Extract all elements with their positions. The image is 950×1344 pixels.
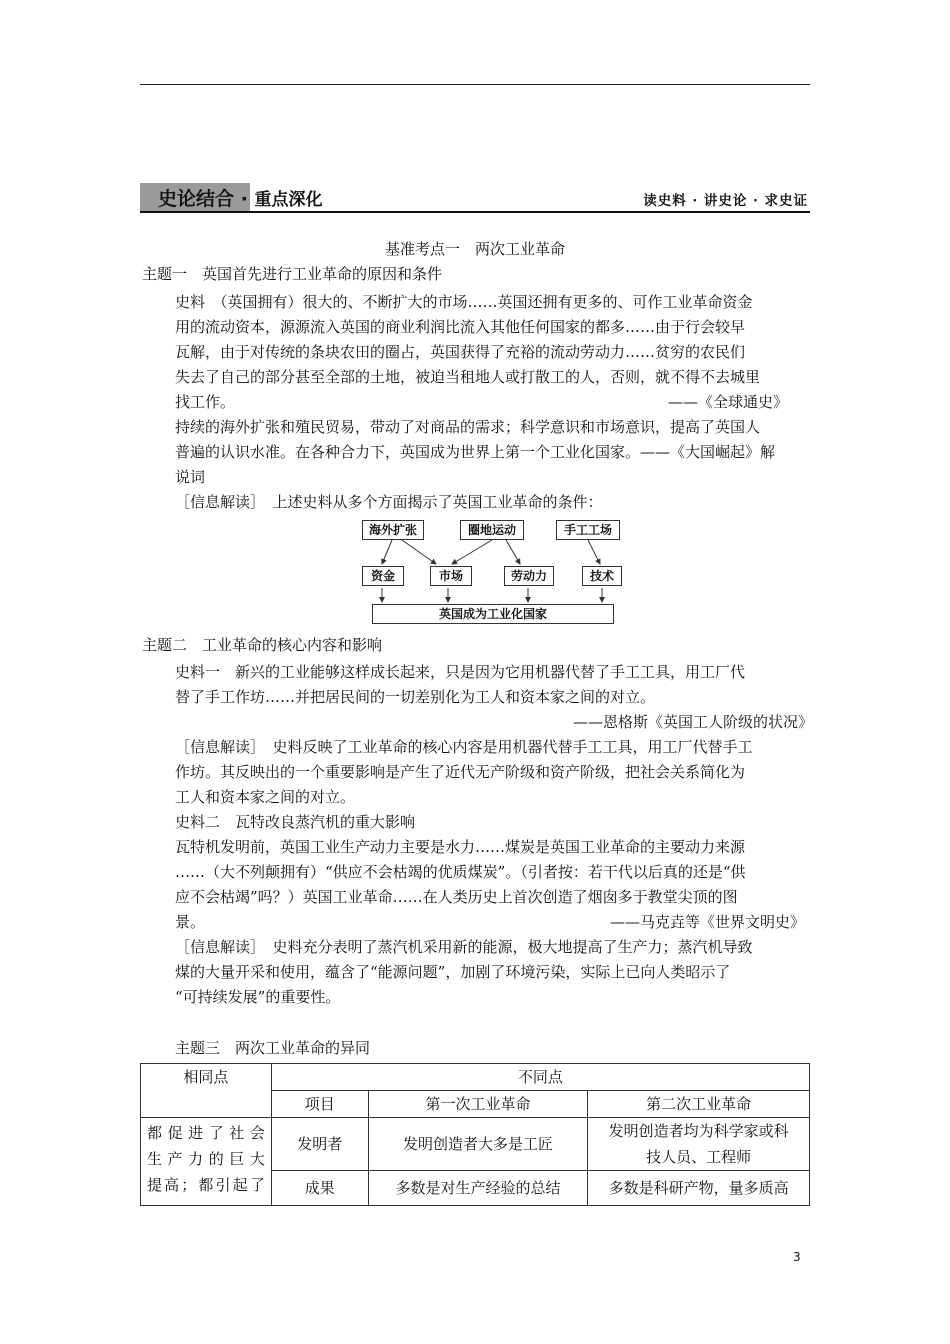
same-line: 生产力的巨大: [147, 1150, 265, 1168]
theme2-m2-source: ——马克垚等《世界文明史》: [610, 913, 806, 931]
theme2-info2: “可持续发展”的重要性。: [175, 988, 341, 1006]
header-second: 第二次工业革命: [588, 1091, 810, 1118]
diagram-node-mid: 劳动力: [504, 566, 554, 586]
page-number: 3: [793, 1250, 801, 1264]
row-item: 成果: [271, 1171, 368, 1206]
theme1-line2: 普遍的认识水准。在各种合力下，英国成为世界上第一个工业化国家。——《大国崛起》解: [175, 443, 776, 461]
theme2-m1-line: 替了手工作坊……并把居民间的一切差别化为工人和资本家之间的对立。: [175, 688, 656, 706]
theme1-line: 找工作。: [175, 393, 236, 411]
theme1-line2: 说词: [175, 468, 206, 486]
theme3-heading: 主题三 两次工业革命的异同: [175, 1039, 371, 1057]
theme2-m2-last: 景。: [175, 913, 206, 931]
theme1-line2: 持续的海外扩张和殖民贸易，带动了对商品的需求；科学意识和市场意识，提高了英国人: [175, 418, 761, 436]
row-first: 多数是对生产经验的总结: [368, 1171, 588, 1206]
diagram-node-mid: 资金: [362, 566, 404, 586]
conditions-diagram: [360, 518, 622, 624]
banner-main: 史论结合: [158, 188, 235, 210]
header-first: 第一次工业革命: [368, 1091, 588, 1118]
section-banner: [140, 183, 810, 213]
theme2-m1-source: ——恩格斯《英国工人阶级的状况》: [573, 713, 814, 731]
theme1-line: 用的流动资本，源源流入英国的商业利润比流入其他任何国家的都多……由于行会较早: [175, 318, 746, 336]
diagram-node-mid: 市场: [430, 566, 472, 586]
theme1-info: ［信息解读］ 上述史料从多个方面揭示了英国工业革命的条件：: [175, 493, 603, 511]
header-diff: 不同点: [271, 1064, 809, 1091]
header-item: 项目: [271, 1091, 368, 1118]
comparison-table: [140, 1063, 810, 1206]
row-second: [588, 1118, 810, 1171]
same-line: 提高；都引起了: [147, 1176, 265, 1194]
theme2-info1: ［信息解读］ 史料反映了工业革命的核心内容是用机器代替手工工具，用工厂代替手工: [175, 738, 753, 756]
theme2-info2: 煤的大量开采和使用，蕴含了“能源问题”，加剧了环境污染，实际上已向人类昭示了: [175, 963, 731, 981]
row-second-line: 技人员、工程师: [646, 1148, 752, 1166]
theme2-heading: 主题二 工业革命的核心内容和影响: [142, 636, 383, 654]
theme2-info1: 工人和资本家之间的对立。: [175, 788, 356, 806]
banner-sub: 重点深化: [254, 190, 323, 210]
section-title: 基准考点一 两次工业革命: [384, 240, 565, 258]
table-row: [141, 1118, 810, 1171]
theme1-source: ——《全球通史》: [668, 393, 789, 411]
theme2-m2-line: ……（大不列颠拥有）“供应不会枯竭的优质煤炭”。（引者按：若干代以后真的还是“供: [175, 863, 746, 881]
banner-rule: [140, 211, 810, 213]
theme1-line: 瓦解，由于对传统的条块农田的圈占，英国获得了充裕的流动劳动力……贫穷的农民们: [175, 343, 746, 361]
theme1-line: 史料 （英国拥有）很大的、不断扩大的市场……英国还拥有更多的、可作工业革命资金: [175, 293, 753, 311]
row-first: 发明创造者大多是工匠: [368, 1118, 588, 1171]
row-second-line: 发明创造者均为科学家或科: [608, 1122, 789, 1140]
diagram-node-top: 手工工场: [556, 520, 620, 540]
same-line: 都促进了社会: [147, 1124, 265, 1142]
diagram-node-mid: 技术: [582, 566, 622, 586]
banner-title: [158, 184, 322, 211]
row-second: 多数是科研产物，量多质高: [588, 1171, 810, 1206]
theme2-info2: ［信息解读］ 史料充分表明了蒸汽机采用新的能源，极大地提高了生产力；蒸汽机导致: [175, 938, 753, 956]
theme2-m2-title: 史料二 瓦特改良蒸汽机的重大影响: [175, 813, 416, 831]
banner-dot: ·: [234, 188, 255, 210]
theme1-line: 失去了自己的部分甚至全部的土地，被迫当租地人或打散工的人，否则，就不得不去城里: [175, 368, 761, 386]
theme2-m2-line: 瓦特机发明前，英国工业生产动力主要是水力……煤炭是英国工业革命的主要动力来源: [175, 838, 746, 856]
theme2-m1-line: 史料一 新兴的工业能够这样成长起来，只是因为它用机器代替了手工工具，用工厂代: [175, 663, 746, 681]
row-item: 发明者: [271, 1118, 368, 1171]
theme2-m2-line: 应不会枯竭”吗？）英国工业革命……在人类历史上首次创造了烟囱多于教堂尖顶的图: [175, 888, 738, 906]
diagram-node-top: 海外扩张: [362, 520, 424, 540]
diagram-node-top: 圈地运动: [460, 520, 524, 540]
header-same: 相同点: [141, 1064, 272, 1118]
banner-motto: 读史料 · 讲史论 · 求史证: [643, 193, 808, 209]
table-header-row: [141, 1064, 810, 1091]
diagram-node-bottom: 英国成为工业化国家: [372, 604, 614, 624]
theme1-heading: 主题一 英国首先进行工业革命的原因和条件: [142, 265, 443, 283]
header-rule: [140, 84, 810, 85]
theme2-info1: 作坊。其反映出的一个重要影响是产生了近代无产阶级和资产阶级，把社会关系简化为: [175, 763, 746, 781]
same-cell: [141, 1118, 272, 1206]
